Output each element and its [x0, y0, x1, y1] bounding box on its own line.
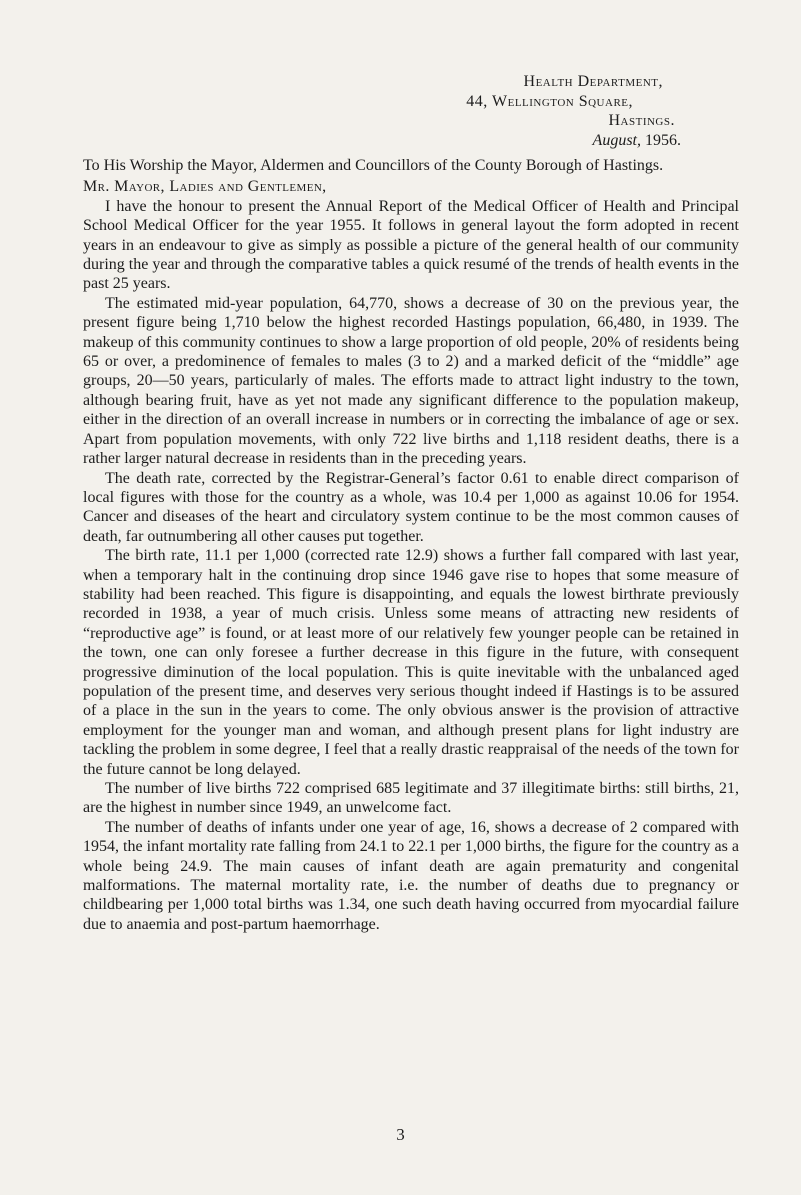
address-line-street: 44, Wellington Square, — [466, 92, 633, 110]
greeting: Mr. Mayor, Ladies and Gentlemen, — [83, 178, 327, 196]
sender-address — [83, 72, 681, 150]
paragraph-population: The estimated mid-year population, 64,770, shows a decrease of 30 on the previous year, the present figure being 1,710 below the highest recorded Hastings population, 66,480, in 1939. The makeup of this community continues to show a large proportion of old people, 20% of residents being 65 or over, a predominence of females to males (3 to 2) and a marked deficit of the “middle” age groups, 20—50 years, particularly of males. The efforts made to attract light industry to the town, although bearing fruit, have as yet not made any significant difference to the population makeup, either in the direction of an overall increase in numbers or in correcting the imbalance of age or sex. Apart from population movements, with only 722 live births and 1,118 resident deaths, there is a rather larger natural decrease in residents than in the preceding years. — [83, 294, 739, 468]
letter-date — [83, 131, 681, 151]
paragraph-live-births: The number of live births 722 comprised 685 legitimate and 37 illegitimate births: still births, 21, are the highest in number since 1949, an unwelcome fact. — [83, 780, 739, 817]
paragraph-death-rate: The death rate, corrected by the Registrar-General’s factor 0.61 to enable direct comparison of local figures with those for the country as a whole, was 10.4 per 1,000 as against 10.06 for 1954. Cancer and diseases of the heart and circulatory system continue to be the most common causes of death, far outnumbering all other causes put together. — [83, 469, 739, 545]
address-line-town: Hastings. — [608, 112, 675, 129]
addressee: To His Worship the Mayor, Aldermen and Councillors of the County Borough of Hastings. — [83, 157, 664, 174]
paragraph-introduction: I have the honour to present the Annual Report of the Medical Officer of Health and Principal School Medical Officer for the year 1955. It follows in general layout the form adopted in recent years in an endeavour to give as simply as possible a picture of the general health of our community during the year and through the comparative tables a quick resumé of the trends of health events in the past 25 years. — [83, 197, 739, 293]
address-line-department: Health Department, — [523, 73, 663, 90]
date-year: 1956. — [645, 131, 681, 149]
page-number: 3 — [396, 1125, 405, 1144]
paragraph-birth-rate: The birth rate, 11.1 per 1,000 (corrected rate 12.9) shows a further fall compared with last year, when a temporary halt in the continuing drop since 1946 gave rise to hopes that some measure of stability had been reached. This figure is disappointing, and equals the lowest birthrate previously recorded in 1938, a year of much crisis. Unless some means of attracting new residents of “reproductive age” is found, or at least more of our relatively few younger people can be retained in the town, one can only foresee a further decrease in this figure in the future, with consequent progressive diminution of the local population. This is quite inevitable with the unbalanced aged population of the present time, and deserves very serious thought indeed if Hastings is to be assured of a place in the sun in the years to come. The only obvious answer is the provision of attractive employment for the younger man and woman, and although present plans for light industry are tackling the problem in some degree, I feel that a really drastic reappraisal of the needs of the town for the future cannot be long delayed. — [83, 547, 739, 778]
date-month: August, — [592, 131, 641, 149]
paragraph-infant-mortality: The number of deaths of infants under one year of age, 16, shows a decrease of 2 compared with 1954, the infant mortality rate falling from 24.1 to 22.1 per 1,000 births, the figure for the country as a whole being 24.9. The main causes of infant death are again prematurity and congenital malformations. The maternal mortality rate, i.e. the number of deaths due to pregnancy or childbearing per 1,000 total births was 1.34, one such death having occurred from myocardial failure due to anaemia and post-partum haemorrhage. — [83, 818, 739, 933]
report-body — [83, 197, 739, 934]
